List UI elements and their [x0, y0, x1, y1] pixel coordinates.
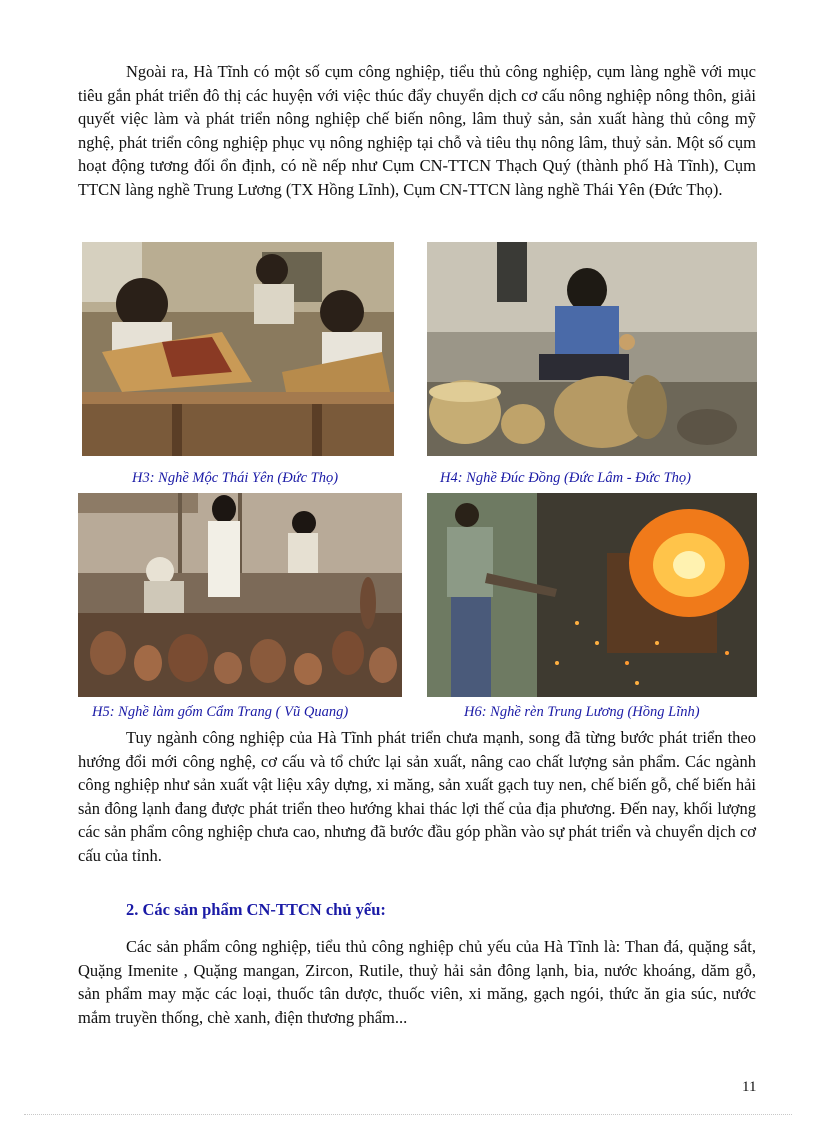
page-number: 11 [742, 1079, 757, 1095]
bronze-casting-photo [427, 242, 757, 456]
footer-divider [24, 1114, 792, 1115]
photo-caption-h5: H5: Nghề làm gốm Cẩm Trang ( Vũ Quang) [92, 704, 349, 720]
photo-caption-h4: H4: Nghề Đúc Đồng (Đức Lâm - Đức Thọ) [440, 470, 692, 486]
forging-photo [427, 493, 757, 697]
section-heading: 2. Các sản phẩm CN-TTCN chủ yếu: [126, 900, 386, 919]
products-paragraph: Các sản phẩm công nghiệp, tiểu thủ công nghiệp chủ yếu của Hà Tĩnh là: Than đá, quặng sắt, Quặng Imenite , Quặng mangan, Zircon, Rutile, thuỷ hải sản đông lạnh, bia, nước khoáng, dăm gỗ, sản phẩm may mặc các loại, thuốc tân dược, thuốc viên, xi măng, gạch ngói, thức ăn gia súc, nước mắm truyền thống, chè xanh, điện thương phẩm... [78, 937, 756, 1027]
photo-caption-h6: H6: Nghề rèn Trung Lương (Hồng Lĩnh) [464, 704, 700, 720]
photo-caption-h3: H3: Nghề Mộc Thái Yên (Đức Thọ) [132, 470, 339, 486]
development-paragraph: Tuy ngành công nghiệp của Hà Tĩnh phát triển chưa mạnh, song đã từng bước phát triển theo hướng đổi mới công nghệ, cơ cấu và tổ chức lại sản xuất, nâng cao chất lượng sản phẩm. Các ngành công nghiệp như sản xuất vật liệu xây dựng, xi măng, sản xuất gạch tuy nen, chế biến gỗ, chế biến hải sản đông lạnh đang được phát triển theo hướng khai thác lợi thế của địa phương. Đến nay, khối lượng các sản phẩm công nghiệp chưa cao, nhưng đã bước đầu góp phần vào sự phát triển và chuyển dịch cơ cấu của tỉnh. [78, 728, 756, 865]
intro-paragraph: Ngoài ra, Hà Tĩnh có một số cụm công nghiệp, tiểu thủ công nghiệp, cụm làng nghề với mục tiêu gắn phát triển đô thị các huyện với việc thúc đẩy chuyển dịch cơ cấu nông nghiệp nông thôn, giải quyết việc làm và phát triển nông nghiệp chế biến nông, lâm thuỷ sản, sản xuất hàng thủ công mỹ nghệ, phát triển công nghiệp phục vụ nông nghiệp tại chỗ và tiêu thụ nông lâm, thuỷ sản. Một số cụm hoạt động tương đối ổn định, có nề nếp như Cụm CN-TTCN Thạch Quý (thành phố Hà Tĩnh), Cụm TTCN làng nghề Trung Lương (TX Hồng Lĩnh), Cụm CN-TTCN làng nghề Thái Yên (Đức Thọ). [78, 62, 756, 199]
woodcarving-photo [82, 242, 394, 456]
pottery-photo [78, 493, 402, 697]
